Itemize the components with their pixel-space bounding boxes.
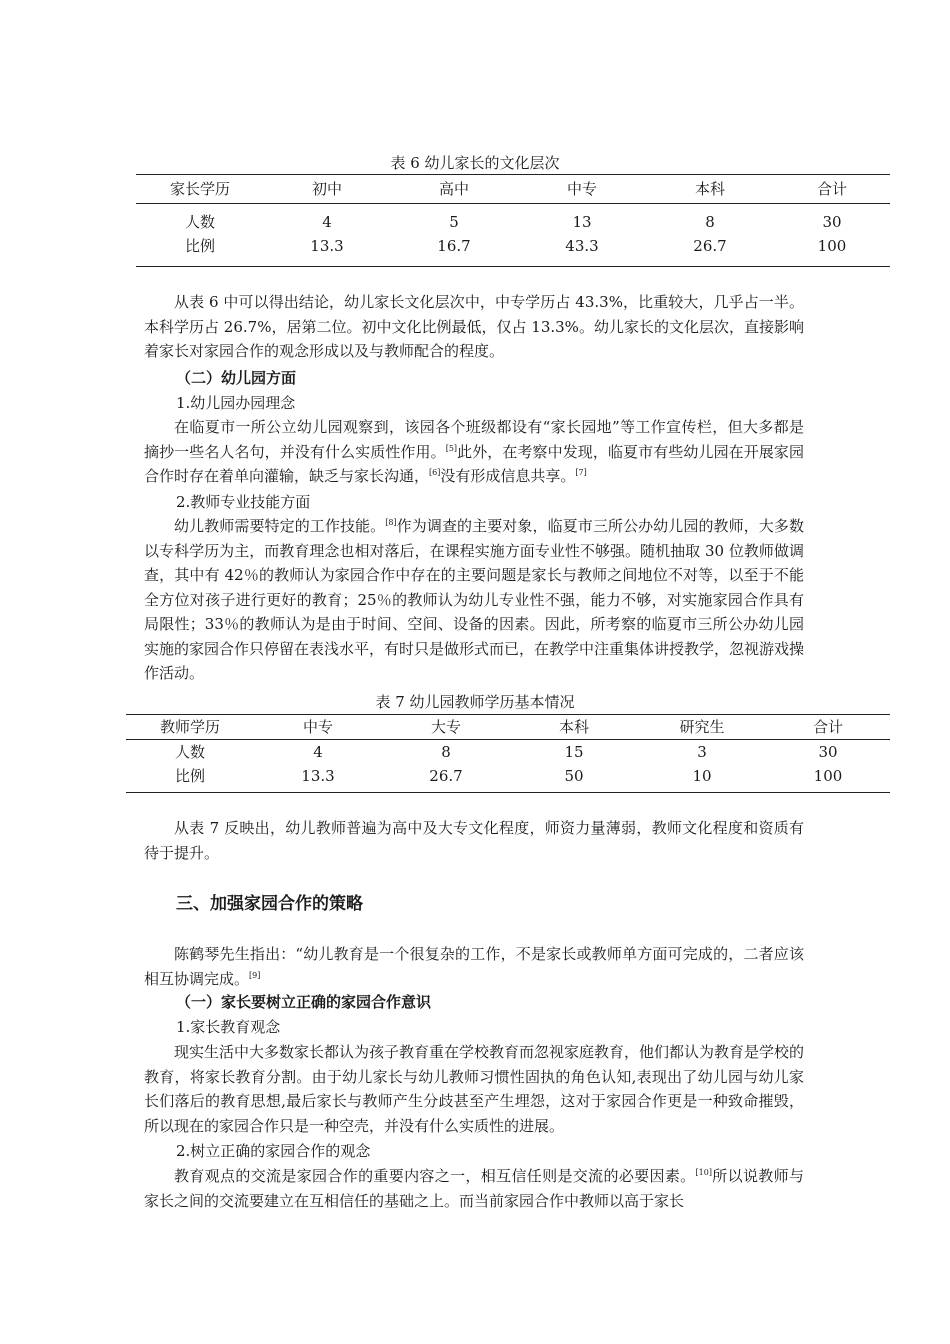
table6-header: 家长学历 (136, 175, 264, 204)
table7-header: 教师学历 (126, 715, 254, 740)
paragraph-text: 陈鹤琴先生指出：“幼儿教育是一个很复杂的工作，不是家长或教师单方面可完成的，二者应该相互协调完成。 (144, 945, 804, 988)
table-row (126, 740, 890, 765)
table6-cell: 16.7 (390, 234, 518, 267)
citation: [10] (695, 1168, 712, 1177)
paragraph: 从表 7 反映出，幼儿教师普遍为高中及大专文化程度，师资力量薄弱，教师文化程度和资质有待于提升。 (144, 819, 804, 862)
paragraph: 从表 6 中可以得出结论，幼儿家长文化层次中，中专学历占 43.3%，比重较大，几乎占一半。本科学历占 26.7%，居第二位。初中文化比例最低，仅占 13.3%。幼儿家长的文化层次，直接影响着家长对家园合作的观念形成以及与教师配合的程度。 (144, 293, 804, 360)
table7-cell: 30 (818, 743, 838, 761)
paragraph-text: 幼儿教师需要特定的工作技能。 (174, 517, 386, 535)
table6-cell: 比例 (136, 234, 264, 267)
table7-cell: 50 (510, 764, 638, 793)
table6-cell: 13 (572, 213, 592, 231)
paragraph (144, 942, 804, 991)
table6-cell: 43.3 (518, 234, 646, 267)
table7-cell: 100 (766, 764, 890, 793)
table6-cell: 5 (449, 213, 459, 231)
table7-header: 研究生 (638, 715, 766, 740)
paragraph (144, 514, 804, 686)
table6-header: 中专 (518, 175, 646, 204)
citation: [7] (575, 468, 587, 477)
table6-header: 初中 (264, 175, 390, 204)
paragraph: 现实生活中大多数家长都认为孩子教育重在学校教育而忽视家庭教育，他们都认为教育是学校的教育，将家长教育分割。由于幼儿家长与幼儿教师习惯性固执的角色认知,表现出了幼儿园与幼儿家长们落后的教育思想,最后家长与教师产生分歧甚至产生埋怨，这对于家园合作更是一种致命摧毁，所以现在的家园合作只是一种空壳，并没有什么实质性的进展。 (144, 1043, 805, 1135)
subsection-heading: （一）家长要树立正确的家园合作意识 (176, 993, 432, 1011)
table-row (136, 234, 890, 267)
table7-cell: 10 (638, 764, 766, 793)
item-heading: 2.教师专业技能方面 (176, 493, 311, 511)
table6 (136, 174, 890, 267)
subsection-heading: （二）幼儿园方面 (176, 369, 297, 387)
section-heading: 三、加强家园合作的策略 (176, 894, 363, 914)
table7-cell: 3 (697, 743, 707, 761)
table7-cell: 4 (313, 743, 323, 761)
table6-cell: 8 (705, 213, 715, 231)
table6-header: 本科 (646, 175, 774, 204)
paragraph-text: 作为调查的主要对象，临夏市三所公办幼儿园的教师，大多数以专科学历为主，而教育理念也相对落后，在课程实施方面专业性不够强。随机抽取 30 位教师做调查，其中有 42％的教师认为家园合作中存在的主要问题是家长与教师之间地位不对等，以至于不能全方位对孩子进行更好的教育；25％的教师认为幼儿专业性不强，能力不够，对实施家园合作具有局限性；33％的教师认为是由于时间、空间、设备的因素。因此，所考察的临夏市三所公办幼儿园实施的家园合作只停留在表浅水平，有时只是做形式而已，在教学中注重集体讲授教学，忽视游戏操作活动。 (144, 517, 805, 682)
citation: [5] (445, 443, 458, 453)
item-heading: 1.幼儿园办园理念 (176, 394, 296, 412)
table7-header: 大专 (382, 715, 510, 740)
table7-cell: 人数 (174, 743, 205, 761)
table6-cell: 30 (822, 213, 842, 231)
citation: [9] (249, 970, 261, 980)
paragraph-text: 此外，在考察中发现，临夏市有些幼儿园在开展家园合作时存在着单向灌输，缺乏与家长沟通， (144, 442, 804, 485)
table7 (126, 714, 890, 793)
table-row (136, 204, 890, 235)
table7-header: 中专 (254, 715, 382, 740)
item-heading: 1.家长教育观念 (176, 1018, 281, 1036)
table7-cell: 15 (564, 743, 584, 761)
paragraph-text: 教育观点的交流是家园合作的重要内容之一，相互信任则是交流的必要因素。 (174, 1167, 696, 1185)
paragraph-text: 没有形成信息共享。 (440, 467, 576, 485)
table7-cell: 26.7 (382, 764, 510, 793)
table6-cell: 13.3 (264, 234, 390, 267)
table6-cell: 人数 (184, 213, 215, 231)
table7-cell: 8 (441, 743, 451, 761)
paragraph (144, 1164, 804, 1213)
table7-cell: 比例 (126, 764, 254, 793)
item-heading: 2.树立正确的家园合作的观念 (176, 1142, 371, 1160)
paragraph (144, 415, 804, 489)
paragraph-text: 所以说教师与家长之间的交流要建立在互相信任的基础之上。而当前家园合作中教师以高于家长 (144, 1167, 804, 1210)
table6-cell: 26.7 (646, 234, 774, 267)
table6-header: 高中 (390, 175, 518, 204)
table7-caption: 表 7 幼儿园教师学历基本情况 (375, 693, 575, 711)
table6-header: 合计 (774, 175, 890, 204)
table7-cell: 13.3 (254, 764, 382, 793)
paragraph-text: 在临夏市一所公立幼儿园观察到，该园各个班级都设有“家长园地”等工作宣传栏，但大多都是摘抄一些名人名句，并没有什么实质性作用。 (144, 418, 804, 461)
table7-header: 本科 (510, 715, 638, 740)
table6-cell: 4 (322, 213, 332, 231)
table6-header-row (136, 175, 890, 204)
citation: [6] (429, 468, 441, 477)
table6-caption: 表 6 幼儿家长的文化层次 (390, 154, 560, 172)
table-row (126, 764, 890, 793)
table6-cell: 100 (774, 234, 890, 267)
citation: [8] (385, 518, 397, 527)
table7-header: 合计 (766, 715, 890, 740)
table7-header-row (126, 715, 890, 740)
